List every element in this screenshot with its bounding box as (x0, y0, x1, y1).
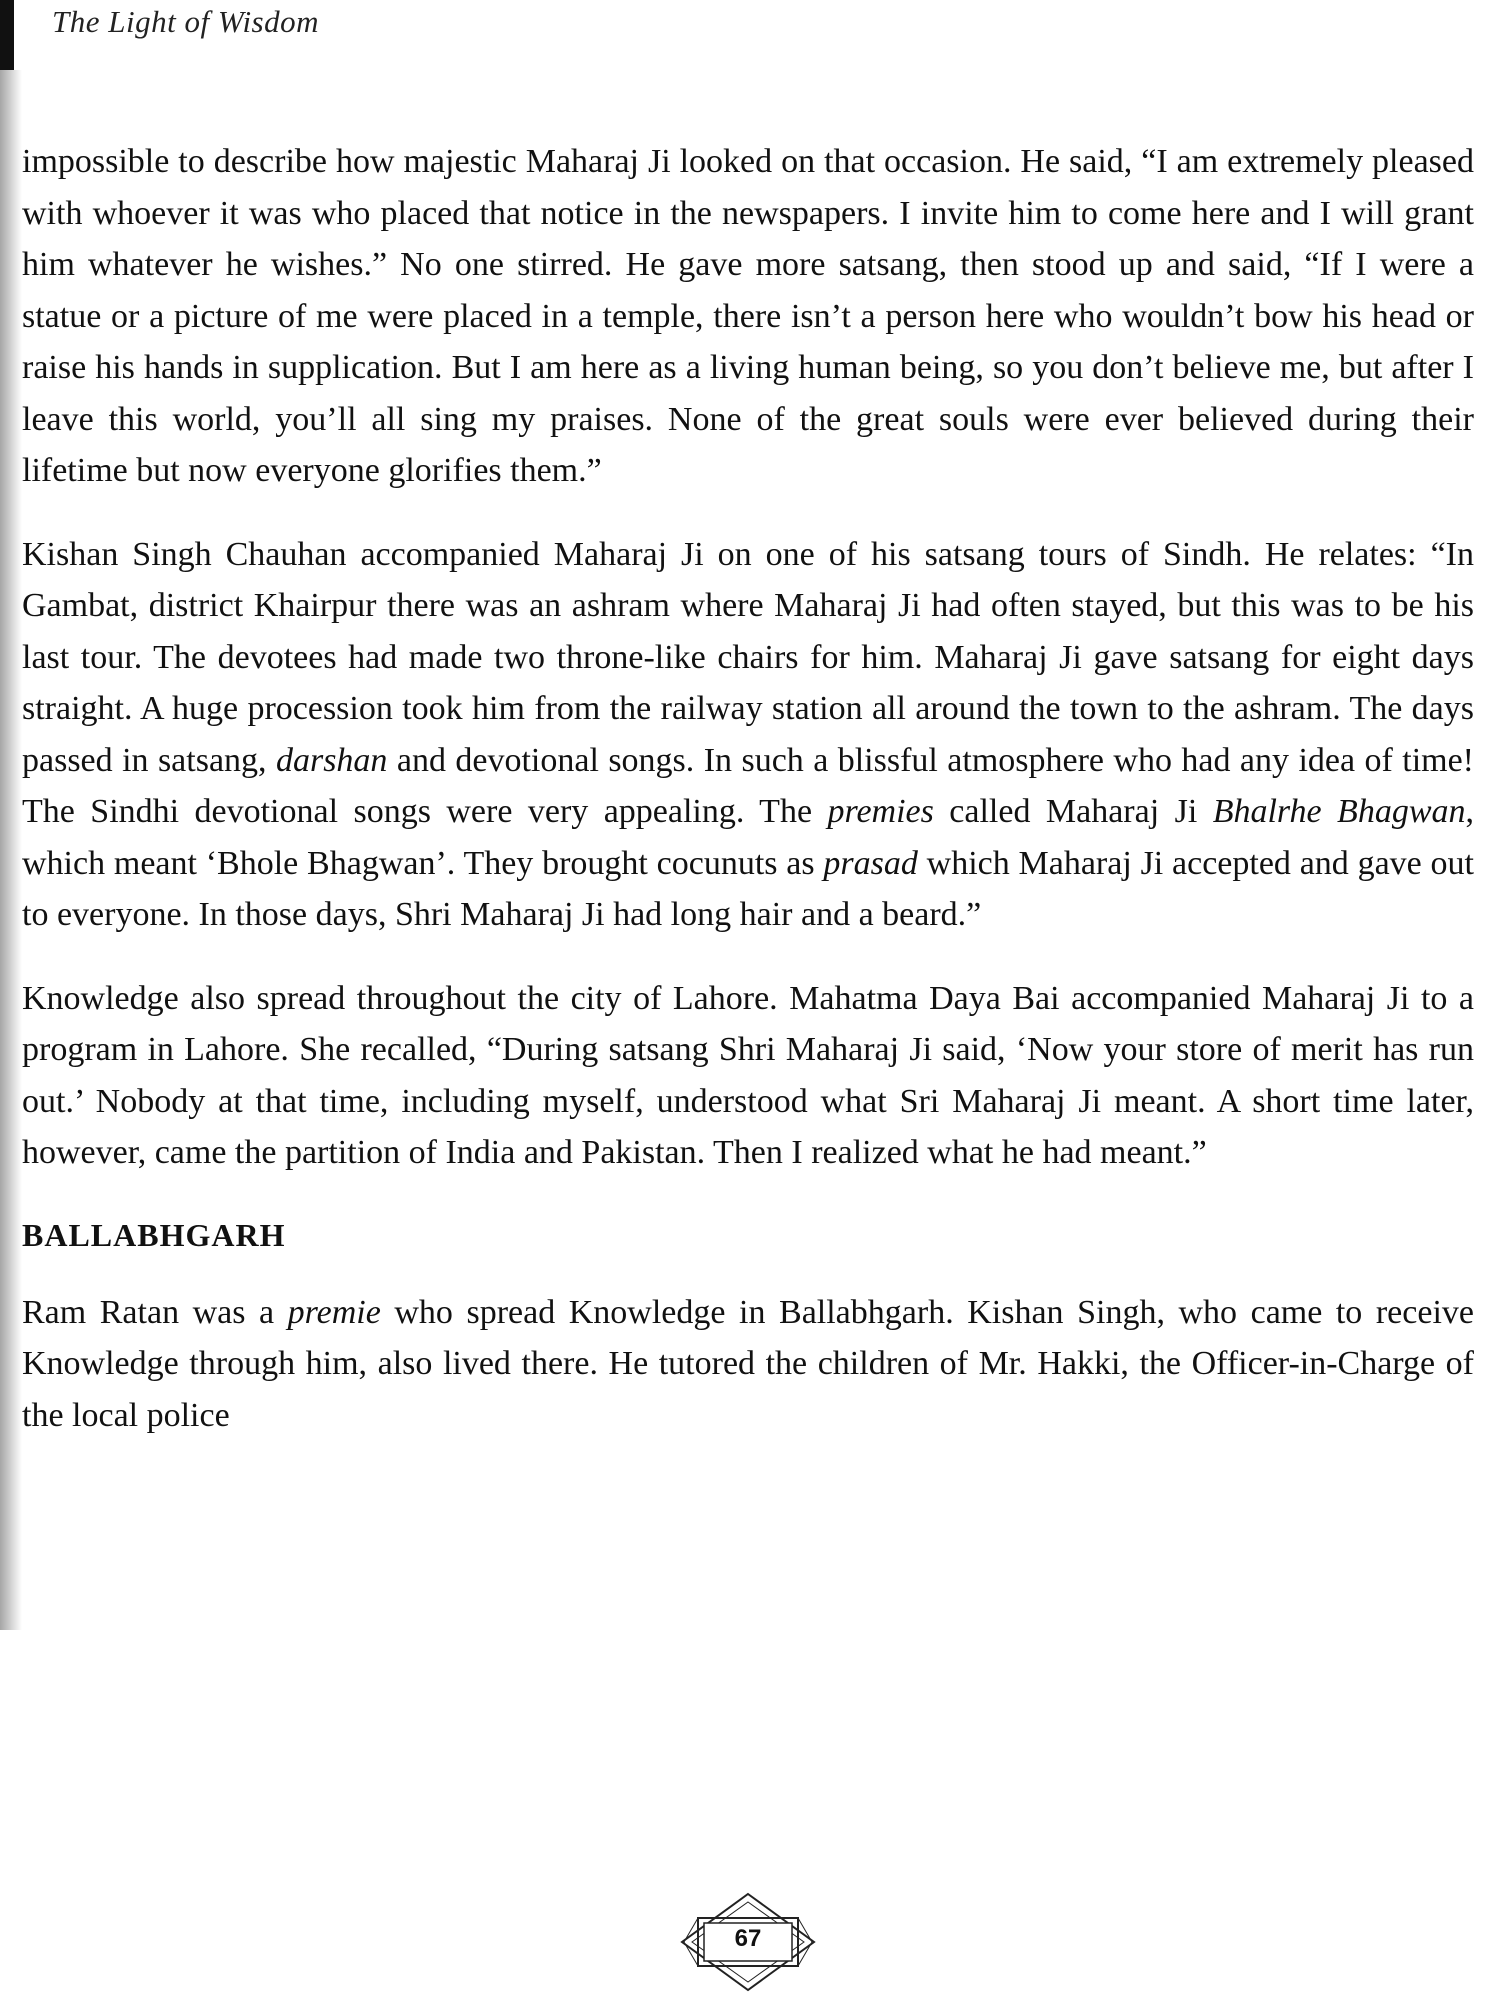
text-segment: , which meant ‘Bhole Bhagwan’. They brought cocunuts as (22, 793, 1475, 882)
paragraph-4 (22, 1287, 1474, 1442)
italic-term: prasad (823, 844, 918, 882)
paragraph-2 (22, 529, 1474, 941)
text-segment: impossible to describe how majestic Maharaj Ji looked on that occasion. He said, “I am extremely pleased with whoever it was who placed that notice in the newspapers. I invite him to come here and I will grant him whatever he wishes.” No one stirred. He gave more satsang, then stood up and said, “If I were a statue or a picture of me were placed in a temple, there isn’t a person here who wouldn’t bow his head or raise his hands in supplication. But I am here as a living human being, so you don’t believe me, but after I leave this world, you’ll all sing my praises. None of the great souls were ever believed during their lifetime but now everyone glorifies them.” (22, 143, 1474, 489)
text-segment: which Maharaj Ji accepted and gave out to everyone. In those days, Shri Maharaj Ji had long hair and a beard.” (22, 844, 1474, 933)
italic-term: premies (827, 793, 934, 830)
page-gutter-shadow (0, 70, 22, 1630)
italic-term: premie (287, 1293, 381, 1331)
body-text (22, 136, 1474, 1473)
paragraph-1 (22, 136, 1474, 497)
text-segment: and devotional songs. In such a blissful atmosphere who had any idea of time! The Sindhi devotional songs were very appealing. The (22, 741, 1474, 830)
text-segment: Ram Ratan was a (22, 1293, 288, 1331)
italic-term: darshan (275, 741, 388, 779)
running-header: The Light of Wisdom (52, 4, 320, 39)
section-heading: BALLABHGARH (22, 1216, 286, 1253)
text-segment: Knowledge also spread throughout the city of Lahore. Mahatma Daya Bai accompanied Maharaj Ji to a program in Lahore. She recalled, “During satsang Shri Maharaj Ji said, ‘Now your store of merit has run out.’ Nobody at that time, including myself, understood what Sri Maharaj Ji meant. A short time later, however, came the partition of India and Pakistan. Then I realized what he had meant.” (22, 979, 1474, 1171)
paragraph-3 (22, 973, 1474, 1179)
italic-term: Bhalrhe Bhagwan (1212, 793, 1466, 830)
text-segment: who spread Knowledge in Ballabhgarh. Kishan Singh, who came to receive Knowledge through him, also lived there. He tutored the children of Mr. Hakki, the Officer-in-Charge of the local police (22, 1293, 1474, 1434)
page-spine-edge (0, 0, 14, 70)
text-segment: Kishan Singh Chauhan accompanied Maharaj Ji on one of his satsang tours of Sindh. He relates: “In Gambat, district Khairpur there was an ashram where Maharaj Ji had often stayed, but this was to be his last tour. The devotees had made two throne-like chairs for him. Maharaj Ji gave satsang for eight days straight. A huge procession took him from the railway station all around the town to the ashram. The days passed in satsang, (22, 535, 1474, 779)
text-segment: called Maharaj Ji (933, 793, 1213, 830)
page-number: 67 (734, 1925, 762, 1952)
page-footer (0, 1892, 1500, 1992)
